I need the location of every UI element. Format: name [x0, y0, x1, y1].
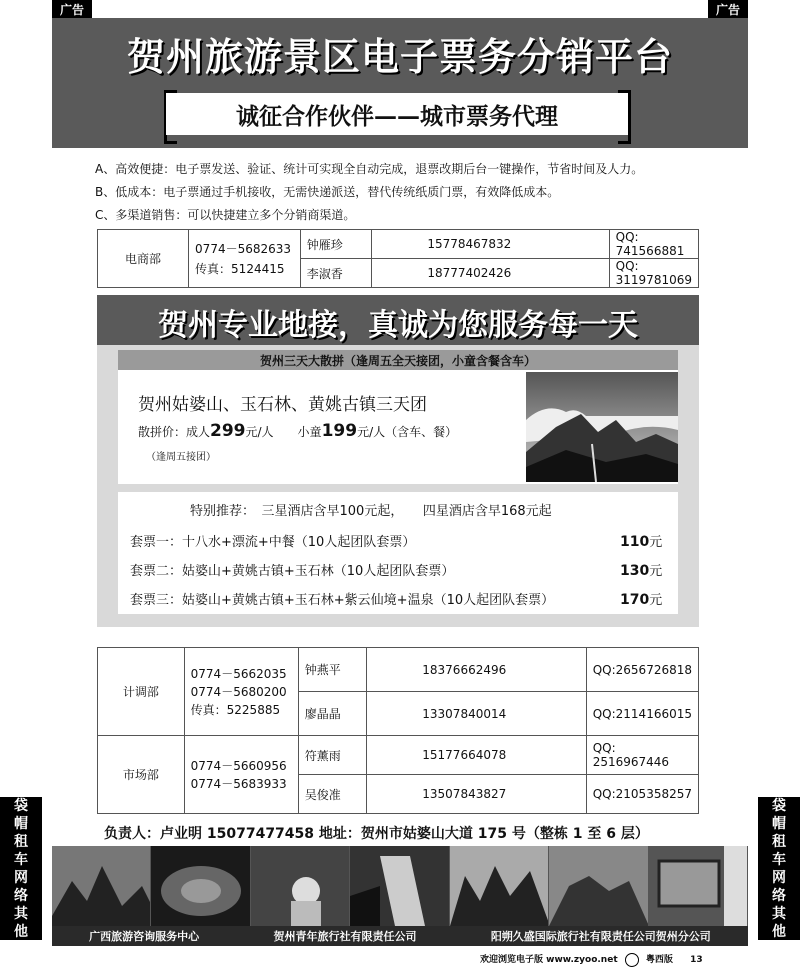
page-footer: 欢迎浏览电子版 www.zyoo.net 粤西版 13: [480, 952, 703, 967]
ad-tag-left: 广告: [52, 0, 92, 18]
contact-name: 钟燕平: [298, 648, 367, 692]
feature-a: A、高效便捷：电子票发送、验证、统计可实现全自动完成，退票改期后台一键操作，节省时间及人力。: [95, 162, 644, 176]
logo-icon: [625, 953, 639, 967]
page-subtitle: 诚征合作伙伴——城市票务代理: [166, 93, 628, 135]
dept-phones: 0774－5662035 0774－5680200 传真：5225885: [184, 648, 298, 736]
dept-phones: 0774－5660956 0774－5683933: [184, 736, 298, 814]
contact-qq: QQ: 741566881: [609, 230, 698, 259]
scenery-photo: [450, 846, 549, 926]
dept-contact-table: [97, 647, 699, 814]
mountain-photo: [526, 372, 678, 482]
contact-name: 吴俊准: [298, 775, 367, 814]
package-price: 130元: [620, 563, 663, 579]
agency-name: 阳朔久盛国际旅行社有限责任公司贺州分公司: [490, 930, 711, 943]
tour-note: （逢周五接团）: [146, 452, 216, 463]
contact-name: 李淑香: [300, 259, 372, 288]
contact-qq: QQ: 3119781069: [609, 259, 698, 288]
dept-label: 电商部: [98, 230, 189, 288]
contact-mobile: 18777402426: [372, 259, 609, 288]
scenery-photo: [52, 846, 151, 926]
contact-mobile: 15778467832: [372, 230, 609, 259]
recommend-head: 特别推荐： 三星酒店含早100元起， 四星酒店含早168元起: [190, 504, 552, 519]
ecommerce-contact-table: [97, 229, 699, 288]
agency-bar: [52, 926, 748, 946]
responsible-line: 负责人：卢业明 15077477458 地址：贺州市姑婆山大道 175 号（整栋 1 至 6 层）: [104, 826, 649, 842]
feature-b: B、低成本：电子票通过手机接收，无需快递派送，替代传统纸质门票，有效降低成本。: [95, 185, 560, 199]
side-tab-left: 袋 帽 租 车 网 络 其 他: [0, 797, 42, 940]
contact-qq: QQ: 2516967446: [586, 736, 698, 775]
contact-qq: QQ:2114166015: [586, 692, 698, 736]
package-item: 套票二：姑婆山+黄姚古镇+玉石林（10人起团队套票）: [130, 564, 455, 579]
contact-qq: QQ:2105358257: [586, 775, 698, 814]
ad-tag-right: 广告: [708, 0, 748, 18]
contact-name: 符薰雨: [298, 736, 367, 775]
contact-mobile: 13307840014: [367, 692, 586, 736]
package-item: 套票一：十八水+漂流+中餐（10人起团队套票）: [130, 535, 416, 550]
side-tab-right: 袋 帽 租 车 网 络 其 他: [758, 797, 800, 940]
contact-qq: QQ:2656726818: [586, 648, 698, 692]
dept-label: 计调部: [98, 648, 185, 736]
contact-name: 廖晶晶: [298, 692, 367, 736]
contact-mobile: 18376662496: [367, 648, 586, 692]
dept-phones: 0774－5682633 传真：5124415: [189, 230, 301, 288]
scenery-photo: [350, 846, 449, 926]
scenery-photo: [549, 846, 648, 926]
tour-name: 贺州姑婆山、玉石林、黄姚古镇三天团: [138, 395, 427, 415]
scenery-photo: [649, 846, 748, 926]
scenery-photo-strip: [52, 846, 748, 926]
feature-c: C、多渠道销售：可以快捷建立多个分销商渠道。: [95, 208, 356, 222]
package-item: 套票三：姑婆山+黄姚古镇+玉石林+紫云仙境+温泉（10人起团队套票）: [130, 593, 555, 608]
contact-name: 钟雁珍: [300, 230, 372, 259]
agency-name: 广西旅游咨询服务中心: [89, 930, 200, 943]
package-price: 170元: [620, 592, 663, 608]
package-price: 110元: [620, 534, 663, 550]
agency-name: 贺州青年旅行社有限责任公司: [273, 930, 417, 943]
slogan: 贺州专业地接，真诚为您服务每一天: [158, 308, 638, 343]
contact-mobile: 13507843827: [367, 775, 586, 814]
page-title: 贺州旅游景区电子票务分销平台: [126, 35, 673, 79]
contact-mobile: 15177664078: [367, 736, 586, 775]
tour-price: 散拼价：成人299元/人 小童199元/人（含车、餐）: [138, 421, 458, 441]
tour-strip: 贺州三天大散拼（逢周五全天接团，小童含餐含车）: [118, 350, 678, 370]
scenery-photo: [151, 846, 250, 926]
scenery-photo: [251, 846, 350, 926]
dept-label: 市场部: [98, 736, 185, 814]
